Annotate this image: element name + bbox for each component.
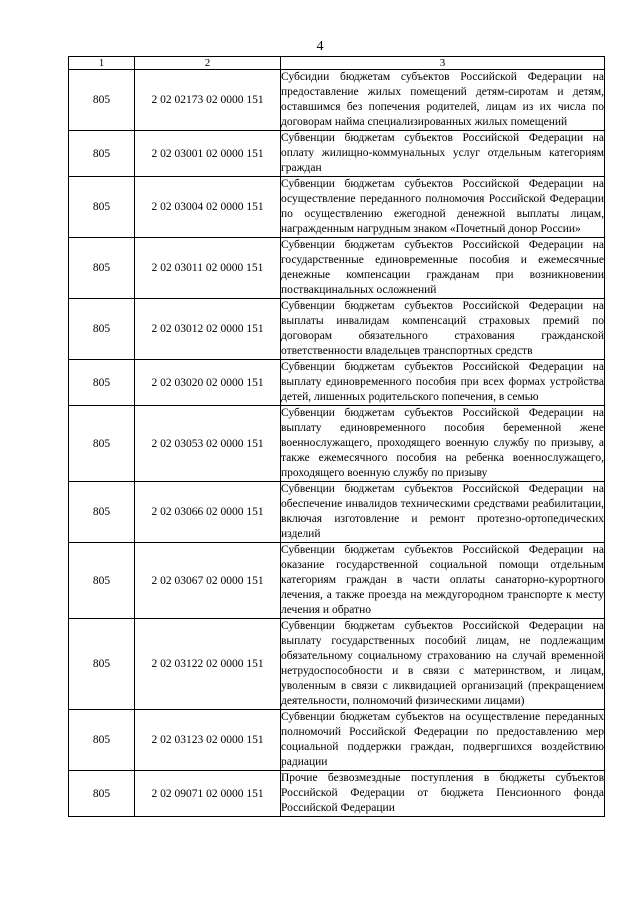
admin-code-cell: 805 (69, 482, 135, 543)
revenue-description-cell: Субвенции бюджетам субъектов Российской Федерации на обеспечение инвалидов техническими средствами реабилитации, включая изготовление и ремонт протезно-ортопедических изделий (281, 482, 605, 543)
admin-code-cell: 805 (69, 619, 135, 710)
table-row (69, 360, 605, 406)
budget-classification-code-cell: 2 02 03123 02 0000 151 (135, 710, 281, 771)
table-row (69, 482, 605, 543)
budget-classification-code-cell: 2 02 03011 02 0000 151 (135, 238, 281, 299)
column-header-2: 2 (135, 57, 281, 70)
admin-code-cell: 805 (69, 131, 135, 177)
table-row (69, 238, 605, 299)
budget-classification-code-cell: 2 02 09071 02 0000 151 (135, 771, 281, 817)
admin-code-cell: 805 (69, 543, 135, 619)
table-row (69, 543, 605, 619)
revenue-description-cell: Субвенции бюджетам субъектов Российской Федерации на выплаты инвалидам компенсаций страховых премий по договорам обязательного страхования гражданской ответственности владельцев транспортных средств (281, 299, 605, 360)
admin-code-cell: 805 (69, 238, 135, 299)
table-row (69, 177, 605, 238)
budget-classification-code-cell: 2 02 03067 02 0000 151 (135, 543, 281, 619)
budget-classification-code-cell: 2 02 03066 02 0000 151 (135, 482, 281, 543)
revenue-description-cell: Субвенции бюджетам субъектов на осуществление переданных полномочий Российской Федерации по предоставлению мер социальной поддержки граждан, подвергшихся воздействию радиации (281, 710, 605, 771)
admin-code-cell: 805 (69, 360, 135, 406)
table-row (69, 299, 605, 360)
admin-code-cell: 805 (69, 771, 135, 817)
column-header-3: 3 (281, 57, 605, 70)
admin-code-cell: 805 (69, 710, 135, 771)
budget-classification-code-cell: 2 02 03020 02 0000 151 (135, 360, 281, 406)
table-row (69, 619, 605, 710)
revenue-description-cell: Субвенции бюджетам субъектов Российской Федерации на оплату жилищно-коммунальных услуг отдельным категориям граждан (281, 131, 605, 177)
revenue-description-cell: Субсидии бюджетам субъектов Российской Федерации на предоставление жилых помещений детям-сиротам и детям, оставшимся без попечения родителей, лицам из их числа по договорам найма специализированных жилых помещений (281, 70, 605, 131)
revenue-description-cell: Субвенции бюджетам субъектов Российской Федерации на оказание государственной социальной помощи отдельным категориям граждан в части оплаты санаторно-курортного лечения, а также проезда на междугородном транспорте к месту лечения и обратно (281, 543, 605, 619)
budget-classification-code-cell: 2 02 03004 02 0000 151 (135, 177, 281, 238)
revenue-description-cell: Прочие безвозмездные поступления в бюджеты субъектов Российской Федерации от бюджета Пенсионного фонда Российской Федерации (281, 771, 605, 817)
admin-code-cell: 805 (69, 177, 135, 238)
budget-classification-code-cell: 2 02 03001 02 0000 151 (135, 131, 281, 177)
revenue-description-cell: Субвенции бюджетам субъектов Российской Федерации на государственные единовременные пособия и ежемесячные денежные компенсации гражданам при возникновении поствакцинальных осложнений (281, 238, 605, 299)
admin-code-cell: 805 (69, 70, 135, 131)
budget-classification-code-cell: 2 02 02173 02 0000 151 (135, 70, 281, 131)
budget-code-table (68, 56, 605, 817)
table-row (69, 710, 605, 771)
revenue-description-cell: Субвенции бюджетам субъектов Российской Федерации на выплату государственных пособий лицам, не подлежащим обязательному социальному страхованию на случай временной нетрудоспособности и в связи с материнством, и лицам, уволенным в связи с ликвидацией организаций (прекращением деятельности, полномочий физическими лицами) (281, 619, 605, 710)
revenue-description-cell: Субвенции бюджетам субъектов Российской Федерации на выплату единовременного пособия при всех формах устройства детей, лишенных родительского попечения, в семью (281, 360, 605, 406)
table-row (69, 406, 605, 482)
column-header-1: 1 (69, 57, 135, 70)
budget-classification-code-cell: 2 02 03012 02 0000 151 (135, 299, 281, 360)
table-row (69, 70, 605, 131)
page-number: 4 (316, 39, 324, 54)
admin-code-cell: 805 (69, 299, 135, 360)
budget-classification-code-cell: 2 02 03053 02 0000 151 (135, 406, 281, 482)
admin-code-cell: 805 (69, 406, 135, 482)
budget-classification-code-cell: 2 02 03122 02 0000 151 (135, 619, 281, 710)
table-row (69, 771, 605, 817)
table-header-row (69, 57, 605, 70)
revenue-description-cell: Субвенции бюджетам субъектов Российской Федерации на выплату единовременного пособия беременной жене военнослужащего, проходящего военную службу по призыву, а также ежемесячного пособия на ребенка военнослужащего, проходящего военную службу по призыву (281, 406, 605, 482)
table-row (69, 131, 605, 177)
revenue-description-cell: Субвенции бюджетам субъектов Российской Федерации на осуществление переданного полномочия Российской Федерации по осуществлению ежегодной денежной выплаты лицам, награжденным нагрудным знаком «Почетный донор России» (281, 177, 605, 238)
